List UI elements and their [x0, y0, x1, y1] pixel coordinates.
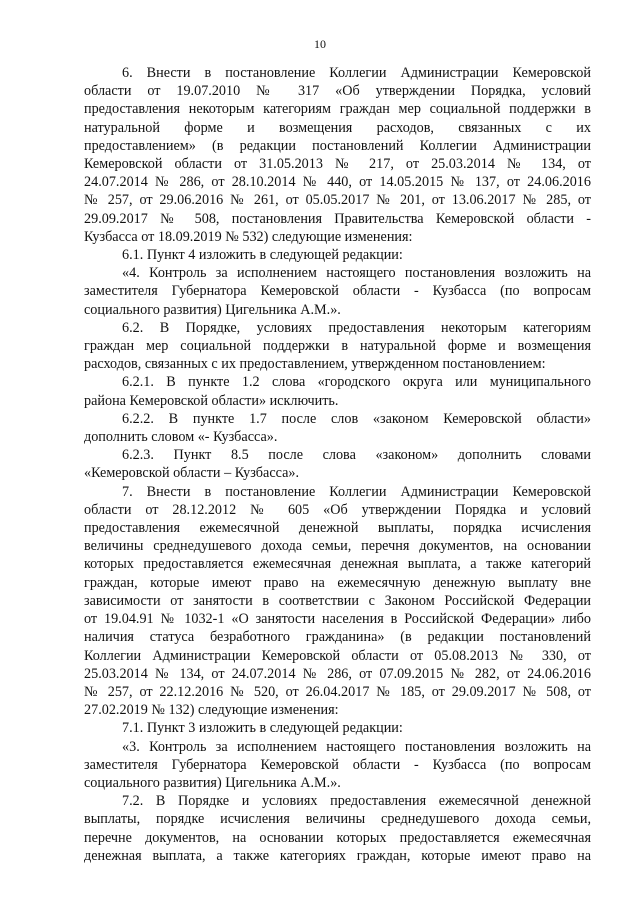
paragraph-line: социального развития) Цигельника А.М.».: [84, 301, 341, 318]
paragraph-line: Кузбасса от 18.09.2019 № 532) следующие изменения:: [84, 228, 413, 245]
paragraph-p6-1-q: [84, 264, 591, 319]
paragraph-line: 24.07.2014 № 286, от 28.10.2014 № 440, от 14.05.2015 № 137, от 24.06.2016: [84, 174, 591, 191]
paragraph-p6-1: [84, 246, 591, 264]
paragraph-p6-2: [84, 319, 591, 374]
paragraph-p6-2-1: [84, 373, 591, 409]
paragraph-line: перечне документов, на основании которых предоставляется ежемесячная: [84, 829, 591, 846]
paragraph-p7-2: [84, 792, 591, 865]
page-number: 10: [314, 37, 326, 51]
paragraph-line: 6.2. В Порядке, условиях предоставления некоторым категориям: [122, 319, 591, 336]
paragraph-line: 6. Внести в постановление Коллегии Администрации Кемеровской: [122, 65, 591, 81]
paragraph-line: от 19.04.91 № 1032-1 «О занятости населения в Российской Федерации» либо: [84, 611, 591, 628]
paragraph-line: «Кемеровской области – Кузбасса».: [84, 465, 300, 482]
paragraph-line: «4. Контроль за исполнением настоящего постановления возложить на: [122, 265, 591, 282]
paragraph-p7: [84, 483, 591, 720]
paragraph-line: 27.02.2019 № 132) следующие изменения:: [84, 702, 339, 719]
paragraph-line: выплаты, порядке исчисления величины среднедушевого дохода семьи,: [84, 811, 591, 828]
paragraph-line: предоставления некоторым категориям граждан мер социальной поддержки в: [84, 101, 591, 118]
paragraph-p7-1-q: [84, 738, 591, 793]
paragraph-line: 6.2.1. В пункте 1.2 слова «городского округа или муниципального: [122, 374, 591, 391]
paragraph-line: 6.2.2. В пункте 1.7 после слов «законом Кемеровской области»: [122, 410, 591, 427]
paragraph-line: Коллегии Администрации Кемеровской области от 05.08.2013 № 330, от: [84, 647, 591, 664]
paragraph-line: 29.09.2017 № 508, постановления Правительства Кемеровской области -: [84, 210, 591, 227]
paragraph-p6: [84, 64, 591, 246]
paragraph-p6-2-2: [84, 410, 591, 446]
paragraph-line: расходов, связанных с их предоставлением, утвержденном постановлением:: [84, 356, 546, 373]
paragraph-line: заместителя Губернатора Кемеровской области - Кузбасса (по вопросам: [84, 283, 591, 300]
paragraph-line: граждан мер социальной поддержки в натуральной форме и возмещения: [84, 338, 591, 355]
paragraph-p7-1: [84, 719, 591, 737]
paragraph-line: 7.2. В Порядке и условиях предоставления ежемесячной денежной: [122, 793, 591, 810]
paragraph-line: области от 19.07.2010 № 317 «Об утверждении Порядка, условий: [84, 83, 591, 100]
paragraph-line: 7.1. Пункт 3 изложить в следующей редакции:: [122, 720, 403, 737]
paragraph-line: которых предоставляется ежемесячная денежная выплата, а также категорий: [84, 556, 591, 573]
paragraph-line: № 257, от 29.06.2016 № 261, от 05.05.2017 № 201, от 13.06.2017 № 285, от: [84, 192, 591, 209]
paragraph-line: 25.03.2014 № 134, от 24.07.2014 № 286, от 07.09.2015 № 282, от 24.06.2016: [84, 665, 591, 682]
paragraph-line: предоставления ежемесячной денежной выплаты, порядка исчисления: [84, 520, 591, 537]
paragraph-line: 6.1. Пункт 4 изложить в следующей редакции:: [122, 247, 403, 264]
paragraph-line: Кемеровской области от 31.05.2013 № 217, от 25.03.2014 № 134, от: [84, 156, 591, 173]
paragraph-line: № 257, от 22.12.2016 № 520, от 26.04.2017 № 185, от 29.09.2017 № 508, от: [84, 683, 591, 700]
paragraph-line: 6.2.3. Пункт 8.5 после слова «законом» дополнить словами: [122, 447, 591, 464]
paragraph-line: заместителя Губернатора Кемеровской области - Кузбасса (по вопросам: [84, 756, 591, 773]
document-body: [84, 64, 591, 865]
paragraph-line: «3. Контроль за исполнением настоящего постановления возложить на: [122, 738, 591, 755]
paragraph-line: денежная выплата, а также категориях граждан, которые имеют право на: [84, 847, 591, 864]
paragraph-p6-2-3: [84, 446, 591, 482]
paragraph-line: 7. Внести в постановление Коллегии Администрации Кемеровской: [122, 483, 591, 500]
paragraph-line: социального развития) Цигельника А.М.».: [84, 774, 341, 791]
paragraph-line: граждан, которые имеют право на ежемесячную денежную выплату вне: [84, 574, 591, 591]
paragraph-line: наличия статуса безработного гражданина» (в редакции постановлений: [84, 629, 591, 646]
paragraph-line: дополнить словом «- Кузбасса».: [84, 429, 278, 446]
paragraph-line: района Кемеровской области» исключить.: [84, 392, 339, 409]
paragraph-line: величины среднедушевого дохода семьи, перечня документов, на основании: [84, 538, 591, 555]
paragraph-line: предоставлением» (в редакции постановлений Коллегии Администрации: [84, 137, 591, 154]
paragraph-line: натуральной форме и возмещения расходов, связанных с их: [84, 119, 591, 136]
paragraph-line: зависимости от занятости в соответствии с Законом Российской Федерации: [84, 592, 591, 609]
paragraph-line: области от 28.12.2012 № 605 «Об утверждении Порядка и условий: [84, 501, 591, 518]
